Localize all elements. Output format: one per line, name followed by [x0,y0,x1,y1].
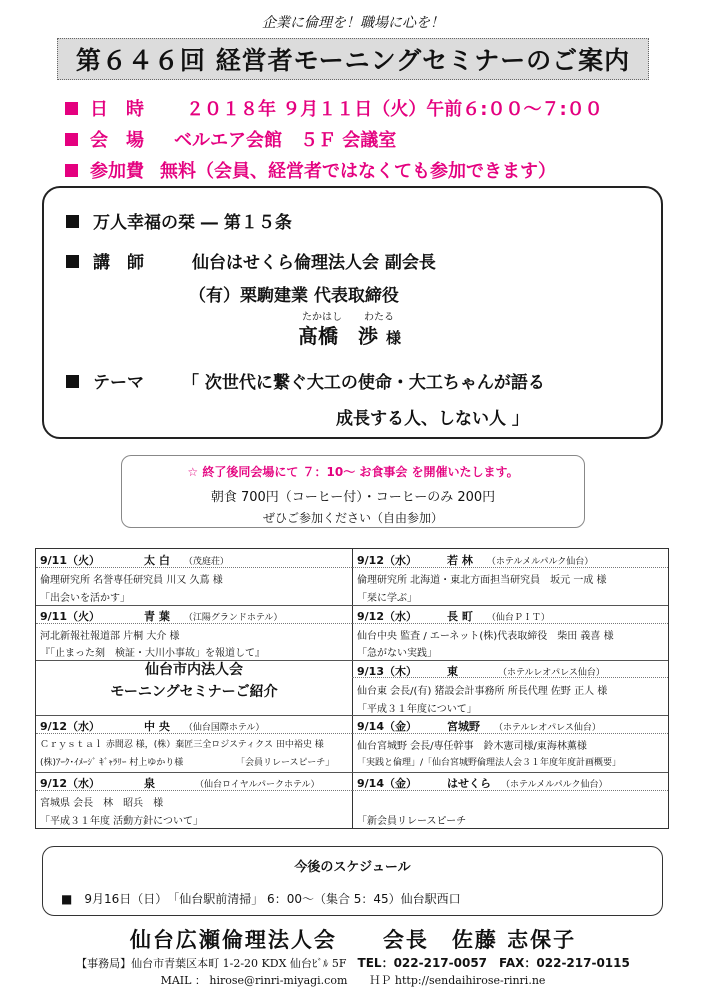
left-entry-3-speaker: Ｃｒｙｓｔａｌ 赤間忍 様，(株）棄匠三全ロジスティクス 田中裕史 様 [40,740,324,750]
mail-line: MAIL ： hirose@rinri-miyagi.com ＨＰ http://sendaihirose-rinri.ne [160,974,546,987]
row-divider [36,605,668,606]
left-entry-2-topic: 『「止まった刻 検証・大川小事故」を報道して』 [40,648,265,659]
entry-venue: （江陽グランドホテル） [183,613,283,623]
info-label: 参加費 [90,161,144,182]
right-entry-3-speaker: 仙台東 会長/(有) 猪設会計事務所 所長代理 佐野 正人 様 [357,686,608,697]
notice-line2: 朝食 700円（コーヒー付）・コーヒーのみ 200円 [210,490,496,505]
jou-line [66,208,292,233]
entry-name: 宮城野 [446,720,480,733]
entry-venue: （ホテルメルパルク仙台） [486,557,594,567]
right-entry-5-topic: 「新会員リレースピーチ [357,816,467,827]
right-entry-2-topic: 「急がない実践」 [357,648,437,659]
entry-venue: （ホテルレオパレス仙台） [493,723,601,733]
theme-text1: 「 次世代に繋ぐ大工の使命・大工ちゃんが語る [182,373,545,393]
entry-name: 東 [446,665,458,678]
left-entry-4-header [40,775,320,791]
entry-date: 9/13（木） [357,665,417,678]
seminar-list-table [35,548,669,829]
left-entry-1-header [40,552,229,568]
info-value: ベルエア会館 ５Ｆ 会議室 [174,130,397,151]
left-entry-2-speaker: 河北新報社報道部 片桐 大介 様 [40,631,180,642]
entry-venue: （ホテルレオパレス仙台） [497,668,605,678]
schedule-title: 今後のスケジュール [294,860,411,875]
page-title: 第６４６回 経営者モーニングセミナーのご案内 [57,38,649,80]
right-entry-3-header [357,663,605,679]
right-entry-5-header [357,775,607,791]
speaker-org2: （有）栗駒建業 代表取締役 [189,286,399,306]
entry-name: 中 央 [143,720,170,733]
info-venue [65,126,396,152]
notice-line1: ☆ 終了後同会場にて ７：10～ お食事会 を開催いたします。 [187,465,519,479]
schedule-box [42,846,663,916]
left-entry-4-speaker: 宮城県 会長 林 昭兵 様 [40,798,164,809]
left-entry-4-topic: 「平成３１年度 活動方針について」 [40,816,203,827]
column-divider [352,549,353,828]
schedule-row: ■ 9月16日（日） 「仙台駅前清掃」 6：00～（集合 5：45）仙台駅西口 [61,892,461,906]
entry-date: 9/14（金） [357,720,417,733]
ruby-surname: たかはし [302,312,342,323]
left-entry-1-topic: 「出会いを活かす」 [40,593,130,604]
left-entry-1-speaker: 倫理研究所 名誉専任研究員 川又 久蔦 様 [40,575,223,586]
info-label: 日 時 [90,99,144,120]
left-entry-3-speaker2: (株)ｱｰｸ･ｲﾒｰｼﾞ ｷﾞｬﾗﾘｰ 村上ゆかり様 [40,758,184,768]
intro-line2: モーニングセミナーご紹介 [110,684,278,700]
entry-date: 9/12（水） [357,610,417,623]
left-entry-3-header [40,718,264,734]
organization-name: 仙台広瀬倫理法人会 会長 佐藤 志保子 [129,928,577,952]
ruby-given: わたる [364,312,394,323]
entry-venue: （仙台ＰＩＴ） [486,613,550,623]
address-line [0,954,706,971]
right-entry-1-speaker: 倫理研究所 北海道・東北方面担当研究員 坂元 一成 様 [357,575,607,586]
entry-name: 泉 [143,777,155,790]
tel-fax: TEL：022-217-0057 FAX：022-217-0115 [357,956,630,970]
speaker-suffix: 様 [386,329,402,347]
office-address: 【事務局】仙台市青葉区本町 1-2-20 KDX 仙台ﾋﾞﾙ 5F [76,957,347,970]
square-bullet-icon [65,133,78,146]
right-entry-1-header [357,552,593,568]
jou-text: 万人幸福の栞 ― 第１５条 [93,213,292,233]
right-entry-3-topic: 「平成３１年度について」 [357,704,477,715]
right-entry-4-header [357,718,601,734]
row-divider [36,772,668,773]
entry-date: 9/12（水） [40,720,100,733]
intro-heading [36,659,352,703]
square-bullet-icon [65,102,78,115]
info-datetime [65,95,603,121]
right-entry-1-topic: 「栞に学ぶ」 [357,593,417,604]
right-entry-4-topic: 「実践と倫理」/「仙台宮城野倫理法人会３１年度年度計画概要」 [357,758,622,768]
info-fee [65,157,556,183]
entry-name: 若 林 [446,554,473,567]
square-bullet-icon [66,215,79,228]
right-entry-2-header [357,608,550,624]
info-label: 会 場 [90,130,144,151]
square-bullet-icon [65,164,78,177]
entry-date: 9/11（火） [40,610,100,623]
row-divider [36,715,668,716]
breakfast-notice [121,455,585,528]
info-value: 無料（会員、経営者ではなくても参加できます） [160,161,556,182]
entry-name: 青 葉 [143,610,170,623]
right-entry-4-speaker: 仙台宮城野 会長/専任幹事 鈴木憲司様/東海林薫様 [357,741,587,752]
entry-date: 9/11（火） [40,554,100,567]
entry-date: 9/12（水） [40,777,100,790]
info-value: ２０１８年 ９月１１日（火）午前６:００～７:００ [186,99,603,120]
entry-venue: （茂庭荘） [183,557,229,567]
speaker-name-line [298,320,401,349]
square-bullet-icon [66,375,79,388]
notice-line3: ぜひご参加ください（自由参加） [262,511,443,525]
entry-name: 太 白 [143,554,170,567]
square-bullet-icon [66,255,79,268]
speaker-label: 講 師 [93,253,144,273]
entry-name: はせくら [446,777,491,790]
theme-label: テーマ [93,373,144,393]
entry-venue: （仙台国際ホテル） [183,723,265,733]
seminar-detail-box [42,186,663,439]
speaker-line [66,248,436,273]
speaker-org1: 仙台はせくら倫理法人会 副会長 [192,253,436,273]
entry-venue: （ホテルメルパルク仙台） [500,780,608,790]
tagline: 企業に倫理を！職場に心を！ [262,15,444,31]
entry-venue: （仙台ロイヤルパークホテル） [194,780,320,790]
theme-text2: 成長する人、しない人 」 [336,409,529,429]
left-entry-2-header [40,608,282,624]
speaker-name: 髙橋 渉 [298,324,378,348]
left-entry-3-topic: 「会員リレースピーチ」 [236,758,335,768]
entry-name: 長 町 [446,610,473,623]
entry-date: 9/12（水） [357,554,417,567]
theme-line [66,368,545,393]
entry-date: 9/14（金） [357,777,417,790]
intro-line1: 仙台市内法人会 [145,662,243,678]
right-entry-2-speaker: 仙台中央 監査 / エーネット(株)代表取締役 柴田 義喜 様 [357,631,614,642]
